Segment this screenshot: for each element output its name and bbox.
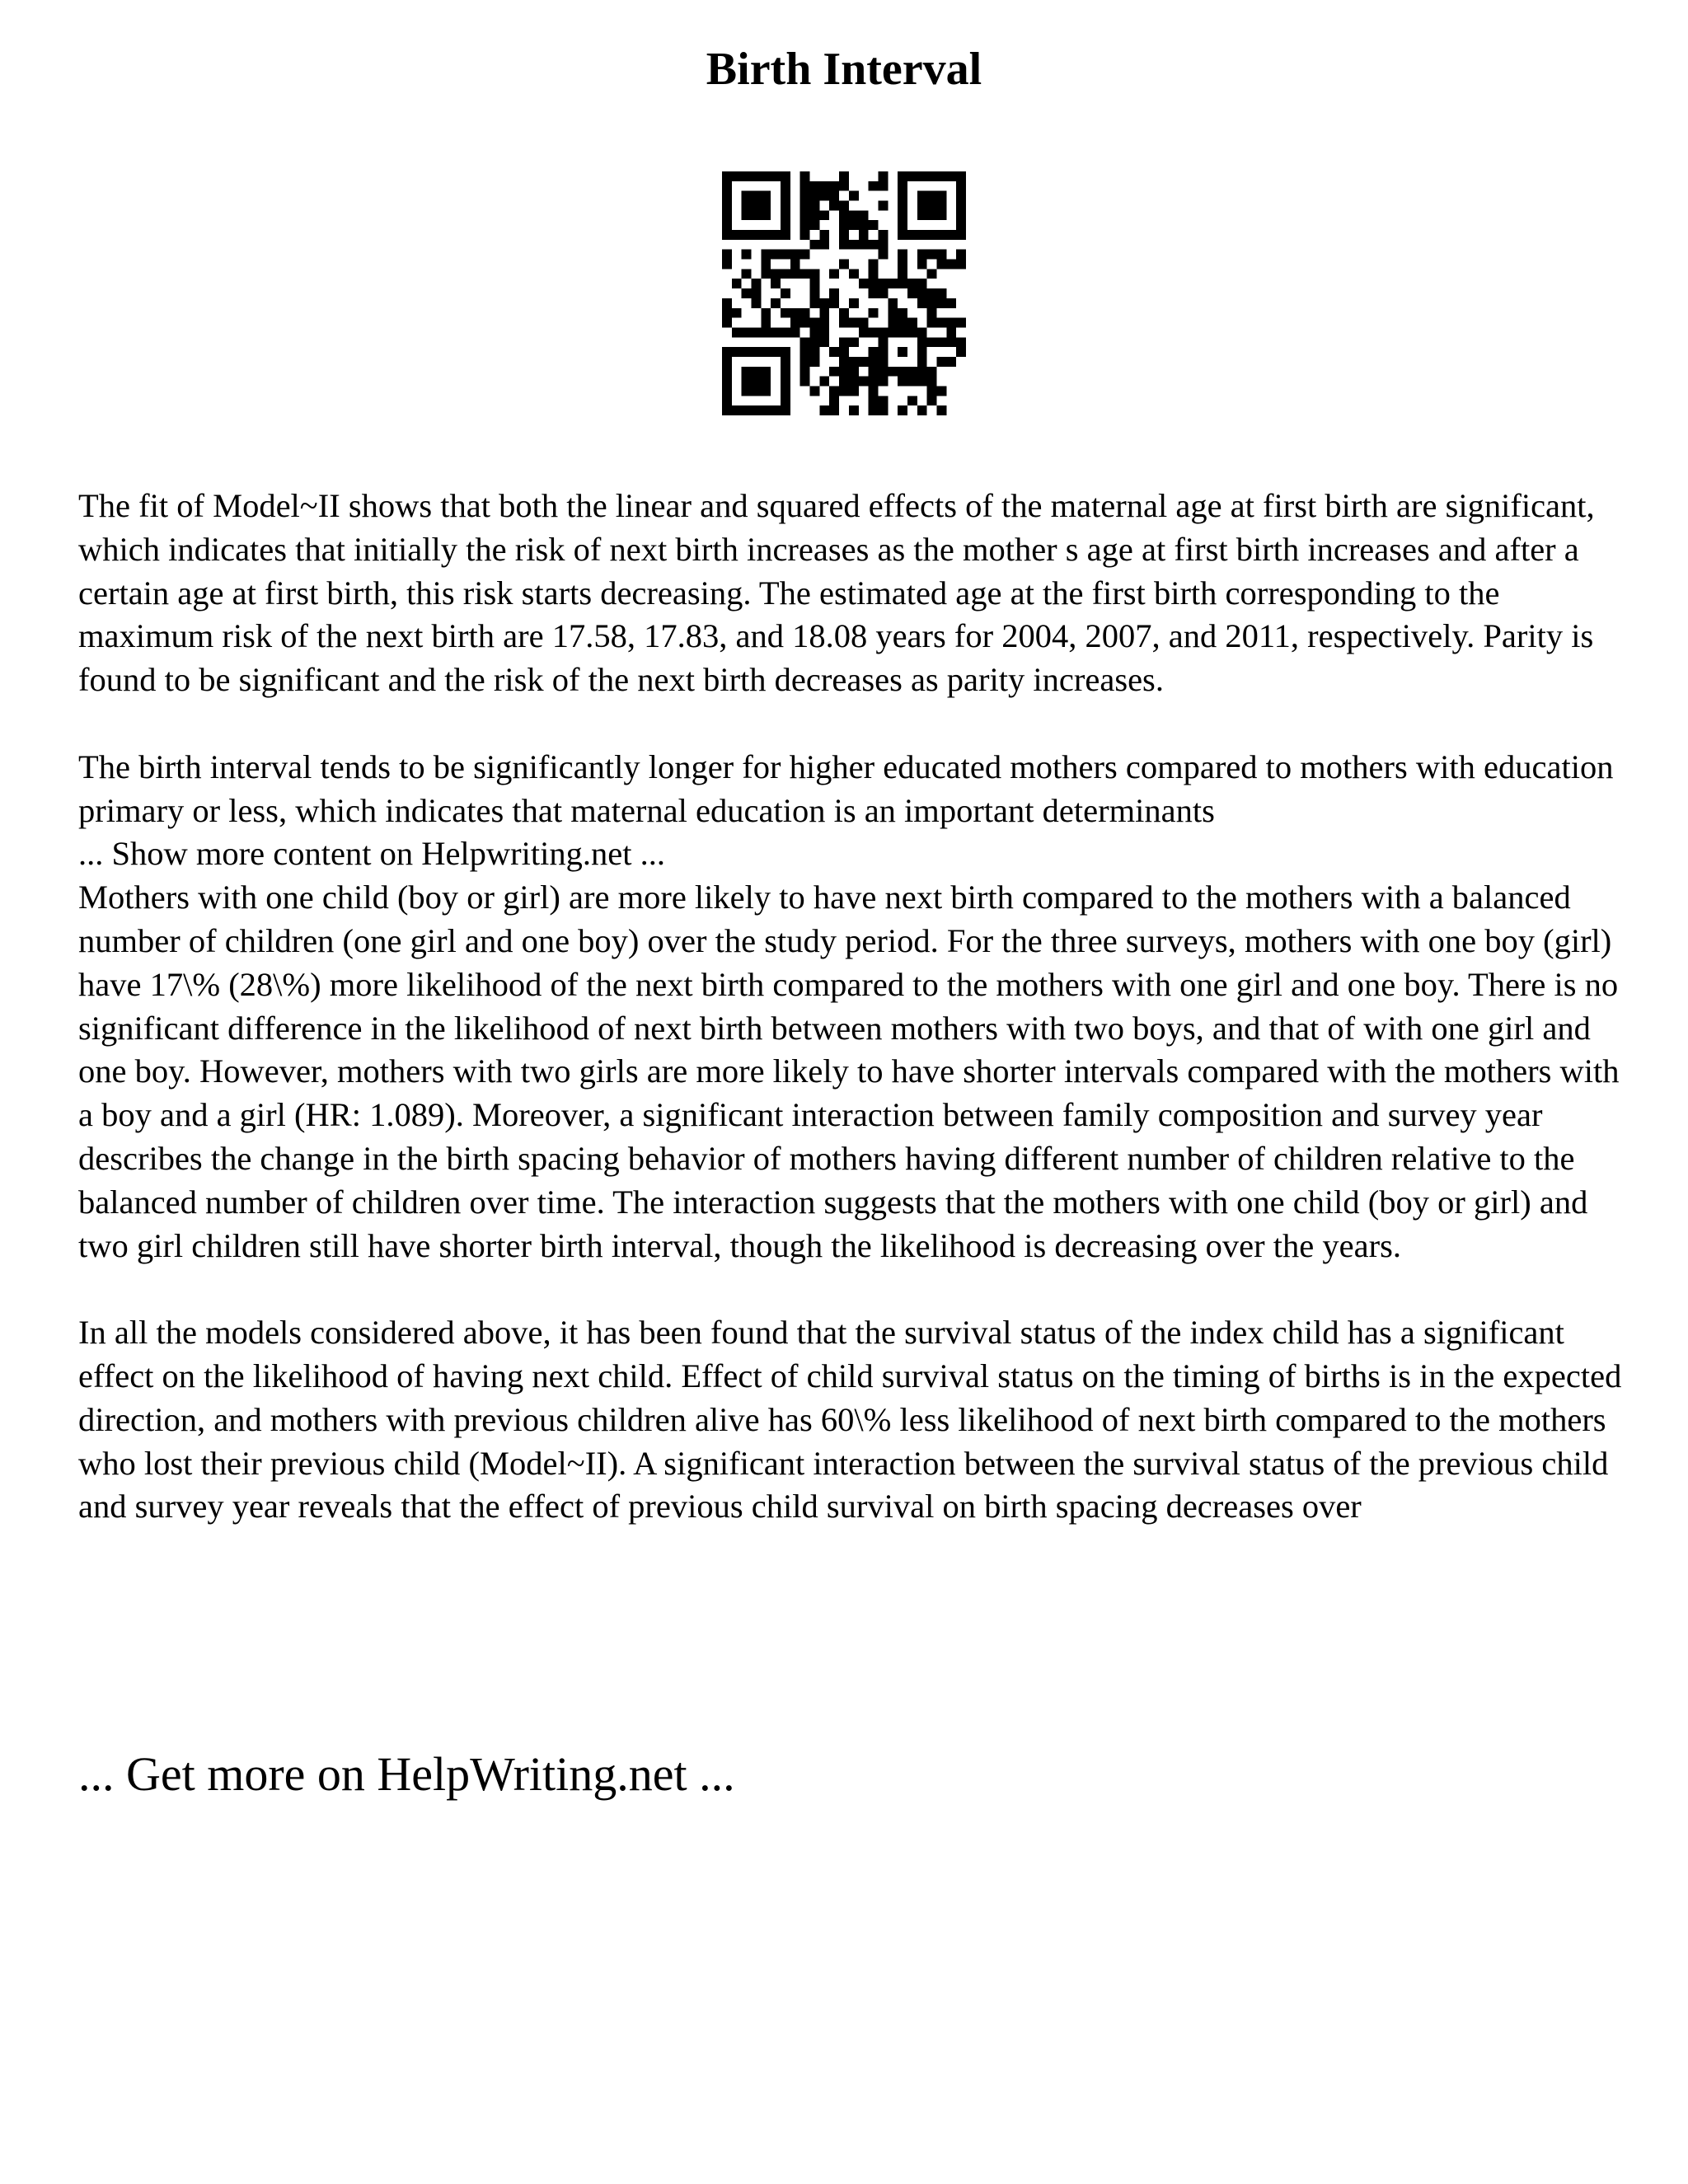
paragraph-education: The birth interval tends to be significantly longer for higher educated mothers compared to mothers with education primary or less, which indicates that maternal education is an important determinants [78,748,1614,829]
page-title: Birth Interval [706,44,982,95]
get-more-link[interactable]: ... Get more on HelpWriting.net ... [78,1747,735,1801]
article-body [78,485,1628,1529]
show-more-link[interactable]: ... Show more content on Helpwriting.net ... [78,835,666,873]
qr-code-icon [722,171,966,415]
paragraph-model-fit: The fit of Model~II shows that both the linear and squared effects of the maternal age at first birth are significant, which indicates that initially the risk of next birth increases as the mother s age at first birth increases and after a certain age at first birth, this risk starts decreasing. The estimated age at the first birth corresponding to the maximum risk of the next birth are 17.58, 17.83, and 18.08 years for 2004, 2007, and 2011, respectively. Parity is found to be significant and the risk of the next birth decreases as parity increases. [78,487,1595,699]
paragraph-family-composition: Mothers with one child (boy or girl) are more likely to have next birth compared to the mothers with a balanced number of children (one girl and one boy) over the study period. For the three surveys, mothers with one boy (girl) have 17\% (28\%) more likelihood of the next birth compared to the mothers with one girl and one boy. There is no significant difference in the likelihood of next birth between mothers with two boys, and that of with one girl and one boy. However, mothers with two girls are more likely to have shorter intervals compared with the mothers with a boy and a girl (HR: 1.089). Moreover, a significant interaction between family composition and survey year describes the change in the birth spacing behavior of mothers having different number of children relative to the balanced number of children over time. The interaction suggests that the mothers with one child (boy or girl) and two girl children still have shorter birth interval, though the likelihood is decreasing over the years. [78,879,1620,1264]
paragraph-child-survival: In all the models considered above, it has been found that the survival status of the index child has a significant effect on the likelihood of having next child. Effect of child survival status on the timing of births is in the expected direction, and mothers with previous children alive has 60\% less likelihood of next birth compared to the mothers who lost their previous child (Model~II). A significant interaction between the survival status of the previous child and survey year reveals that the effect of previous child survival on birth spacing decreases over [78,1314,1622,1526]
